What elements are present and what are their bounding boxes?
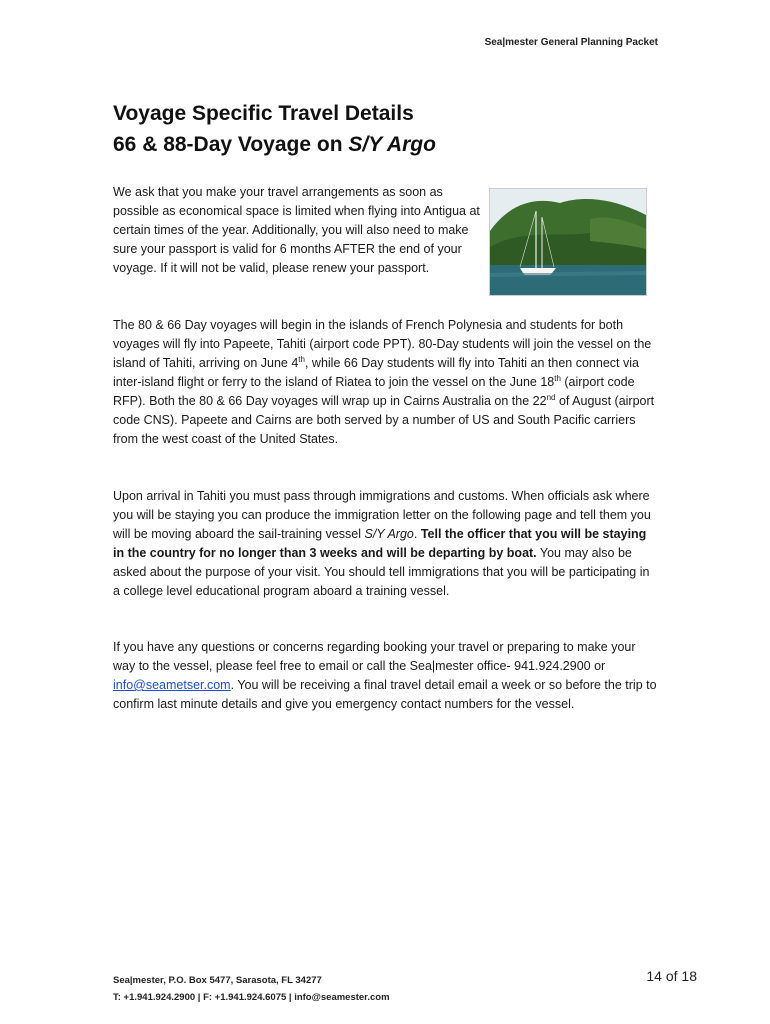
sailboat-photo bbox=[489, 188, 647, 296]
page-header: Sea|mester General Planning Packet bbox=[484, 37, 658, 48]
email-link[interactable]: info@seametser.com bbox=[113, 678, 231, 692]
title-vessel-name: S/Y Argo bbox=[348, 133, 436, 156]
paragraph-itinerary: The 80 & 66 Day voyages will begin in the islands of French Polynesia and students for both voyages will fly into Papeete, Tahiti (airport code PPT). 80-Day students will join the vessel on the island of Tahiti, arriving on June 4th, while 66 Day students will fly into Tahiti an then connect via inter-island flight or ferry to the island of Riatea to join the vessel on the June 18th (airport code RFP). Both the 80 & 66 Day voyages will wrap up in Cairns Australia on the 22nd of August (airport code CNS). Papeete and Cairns are both served by a number of US and South Pacific carriers from the west coast of the United States. bbox=[113, 318, 655, 446]
sailboat-photo-icon bbox=[490, 189, 646, 295]
page-number: 14 of 18 bbox=[646, 968, 697, 984]
paragraph-immigration: Upon arrival in Tahiti you must pass through immigrations and customs. When officials ask where you will be staying you can produce the immigration letter on the following page and tell them you will be moving aboard the sail-training vessel S/Y Argo. Tell the officer that you will be staying in the country for no longer than 3 weeks and will be departing by boat. You may also be asked about the purpose of your visit. You should tell immigrations that you will be participating in a college level educational program aboard a training vessel. bbox=[113, 489, 651, 598]
paragraph-passport: We ask that you make your travel arrangements as soon as possible as economical space is limited when flying into Antigua at certain times of the year. Additionally, you will also need to make sure your passport is valid for 6 months AFTER the end of your voyage. If it will not be valid, please renew your passport. bbox=[113, 185, 480, 275]
title-line-1: Voyage Specific Travel Details bbox=[113, 102, 414, 125]
paragraph-contact: If you have any questions or concerns regarding booking your travel or preparing to make your way to the vessel, please feel free to email or call the Sea|mester office- 941.924.2900 or info@seametser.com. You will be receiving a final travel detail email a week or so before the trip to confirm last minute details and give you emergency contact numbers for the vessel. bbox=[113, 640, 657, 711]
page-title bbox=[113, 98, 436, 160]
vessel-name: S/Y Argo bbox=[364, 527, 414, 541]
page-footer bbox=[113, 972, 390, 1006]
title-line-2-prefix: 66 & 88-Day Voyage on bbox=[113, 133, 349, 156]
immigration-instruction: Tell the officer that you will be staying in the country for no longer than 3 weeks and will be departing by boat. bbox=[113, 527, 647, 560]
footer-contact: T: +1.941.924.2900 | F: +1.941.924.6075 | info@seamester.com bbox=[113, 992, 390, 1003]
footer-address: Sea|mester, P.O. Box 5477, Sarasota, FL 34277 bbox=[113, 975, 322, 986]
